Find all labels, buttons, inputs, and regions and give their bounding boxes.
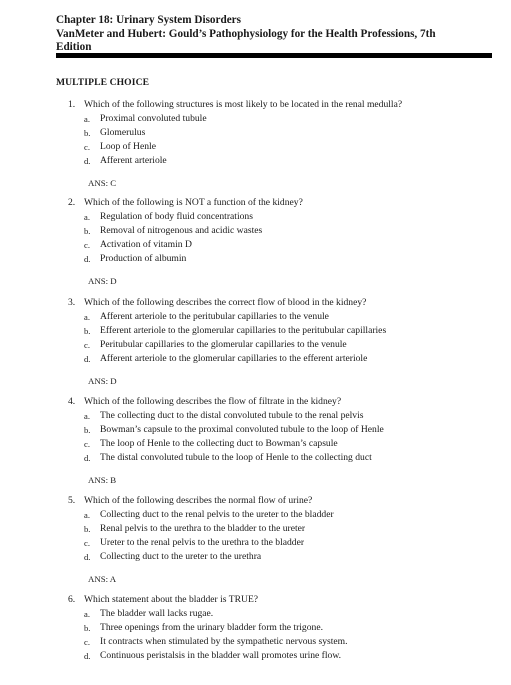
choice-text: Three openings from the urinary bladder form the trigone. — [100, 622, 323, 633]
choice-text: Removal of nitrogenous and acidic wastes — [100, 225, 263, 236]
header-divider — [56, 53, 492, 58]
answer-choice — [84, 550, 498, 564]
choice-letter: c. — [84, 142, 90, 152]
choice-text: The bladder wall lacks rugae. — [100, 608, 214, 619]
answer-key: ANS: D — [88, 276, 117, 286]
section-title: MULTIPLE CHOICE — [56, 77, 150, 88]
question-block — [68, 593, 498, 663]
question-block — [68, 196, 498, 287]
document-header — [56, 14, 496, 55]
choice-letter: a. — [84, 312, 90, 322]
question-stem — [68, 196, 498, 210]
question-stem — [68, 296, 498, 310]
choice-text: Afferent arteriole — [100, 155, 167, 166]
book-title: VanMeter and Hubert: Gould’s Pathophysiology for the Health Professions, 7th — [56, 27, 436, 40]
choice-text: Afferent arteriole to the glomerular capillaries to the efferent arteriole — [100, 353, 368, 364]
choice-letter: a. — [84, 212, 90, 222]
answer-choice — [84, 238, 498, 252]
answer-choice — [84, 126, 498, 140]
choice-letter: d. — [84, 254, 91, 264]
choice-text: Afferent arteriole to the peritubular capillaries to the venule — [100, 311, 329, 322]
answer-choice — [84, 338, 498, 352]
question-stem — [68, 494, 498, 508]
answer-key: ANS: C — [88, 178, 117, 188]
answer-choice — [84, 140, 498, 154]
choice-text: Activation of vitamin D — [100, 239, 192, 250]
choice-letter: b. — [84, 425, 91, 435]
answer-choice — [84, 154, 498, 168]
answer-choice — [84, 310, 498, 324]
question-number: 3. — [68, 297, 76, 308]
answer-choice — [84, 536, 498, 550]
choice-letter: d. — [84, 651, 91, 661]
choice-text: The distal convoluted tubule to the loop of Henle to the collecting duct — [100, 452, 372, 463]
choice-text: Proximal convoluted tubule — [100, 113, 207, 124]
choice-text: The loop of Henle to the collecting duct to Bowman’s capsule — [100, 438, 338, 449]
choice-letter: b. — [84, 226, 91, 236]
question-block — [68, 494, 498, 585]
choice-letter: a. — [84, 114, 90, 124]
choice-text: Production of albumin — [100, 253, 187, 264]
question-number: 2. — [68, 197, 76, 208]
answer-choice — [84, 224, 498, 238]
answer-choice — [84, 649, 498, 663]
choice-letter: a. — [84, 510, 90, 520]
answer-choice — [84, 324, 498, 338]
choice-text: Continuous peristalsis in the bladder wall promotes urine flow. — [100, 650, 342, 661]
question-block — [68, 98, 498, 189]
choice-text: Peritubular capillaries to the glomerular capillaries to the venule — [100, 339, 347, 350]
choice-letter: d. — [84, 156, 91, 166]
question-text: Which of the following describes the correct flow of blood in the kidney? — [84, 297, 367, 308]
answer-choice — [84, 409, 498, 423]
question-text: Which of the following structures is most likely to be located in the renal medulla? — [84, 99, 403, 110]
choice-letter: d. — [84, 552, 91, 562]
question-block — [68, 296, 498, 387]
choice-letter: b. — [84, 326, 91, 336]
choice-letter: b. — [84, 524, 91, 534]
choice-text: Renal pelvis to the urethra to the bladder to the ureter — [100, 523, 306, 534]
question-text: Which of the following describes the flow of filtrate in the kidney? — [84, 396, 342, 407]
choice-letter: c. — [84, 637, 90, 647]
answer-key: ANS: D — [88, 376, 117, 386]
answer-choice — [84, 112, 498, 126]
question-stem — [68, 395, 498, 409]
choice-letter: a. — [84, 609, 90, 619]
answer-key: ANS: B — [88, 475, 117, 485]
answer-choice — [84, 352, 498, 366]
question-block — [68, 395, 498, 486]
book-title-continued: Edition — [56, 41, 92, 53]
choice-text: Ureter to the renal pelvis to the urethra to the bladder — [100, 537, 305, 548]
answer-choice — [84, 423, 498, 437]
answer-choice — [84, 522, 498, 536]
choice-text: It contracts when stimulated by the sympathetic nervous system. — [100, 636, 348, 647]
choice-text: Bowman’s capsule to the proximal convoluted tubule to the loop of Henle — [100, 424, 384, 435]
answer-choice — [84, 451, 498, 465]
answer-choice — [84, 210, 498, 224]
choice-letter: c. — [84, 538, 90, 548]
choice-letter: d. — [84, 354, 91, 364]
choice-text: The collecting duct to the distal convoluted tubule to the renal pelvis — [100, 410, 364, 421]
question-number: 6. — [68, 594, 76, 605]
answer-key: ANS: A — [88, 574, 117, 584]
question-number: 4. — [68, 396, 76, 407]
choice-letter: c. — [84, 240, 90, 250]
answer-choice — [84, 252, 498, 266]
choice-letter: a. — [84, 411, 90, 421]
choice-letter: b. — [84, 128, 91, 138]
question-text: Which of the following is NOT a function of the kidney? — [84, 197, 303, 208]
choice-text: Regulation of body fluid concentrations — [100, 211, 253, 222]
choice-letter: c. — [84, 340, 90, 350]
question-stem — [68, 98, 498, 112]
answer-choice — [84, 621, 498, 635]
chapter-title: Chapter 18: Urinary System Disorders — [56, 14, 241, 26]
choice-text: Glomerulus — [100, 127, 146, 138]
answer-choice — [84, 607, 498, 621]
question-number: 5. — [68, 495, 76, 506]
question-text: Which statement about the bladder is TRUE? — [84, 594, 259, 605]
question-stem — [68, 593, 498, 607]
choice-text: Loop of Henle — [100, 141, 156, 152]
choice-text: Collecting duct to the renal pelvis to the ureter to the bladder — [100, 509, 334, 520]
answer-choice — [84, 508, 498, 522]
answer-choice — [84, 437, 498, 451]
choice-text: Efferent arteriole to the glomerular capillaries to the peritubular capillaries — [100, 325, 387, 336]
question-text: Which of the following describes the normal flow of urine? — [84, 495, 313, 506]
choice-letter: c. — [84, 439, 90, 449]
choice-letter: b. — [84, 623, 91, 633]
question-number: 1. — [68, 99, 76, 110]
choice-letter: d. — [84, 453, 91, 463]
choice-text: Collecting duct to the ureter to the urethra — [100, 551, 262, 562]
answer-choice — [84, 635, 498, 649]
